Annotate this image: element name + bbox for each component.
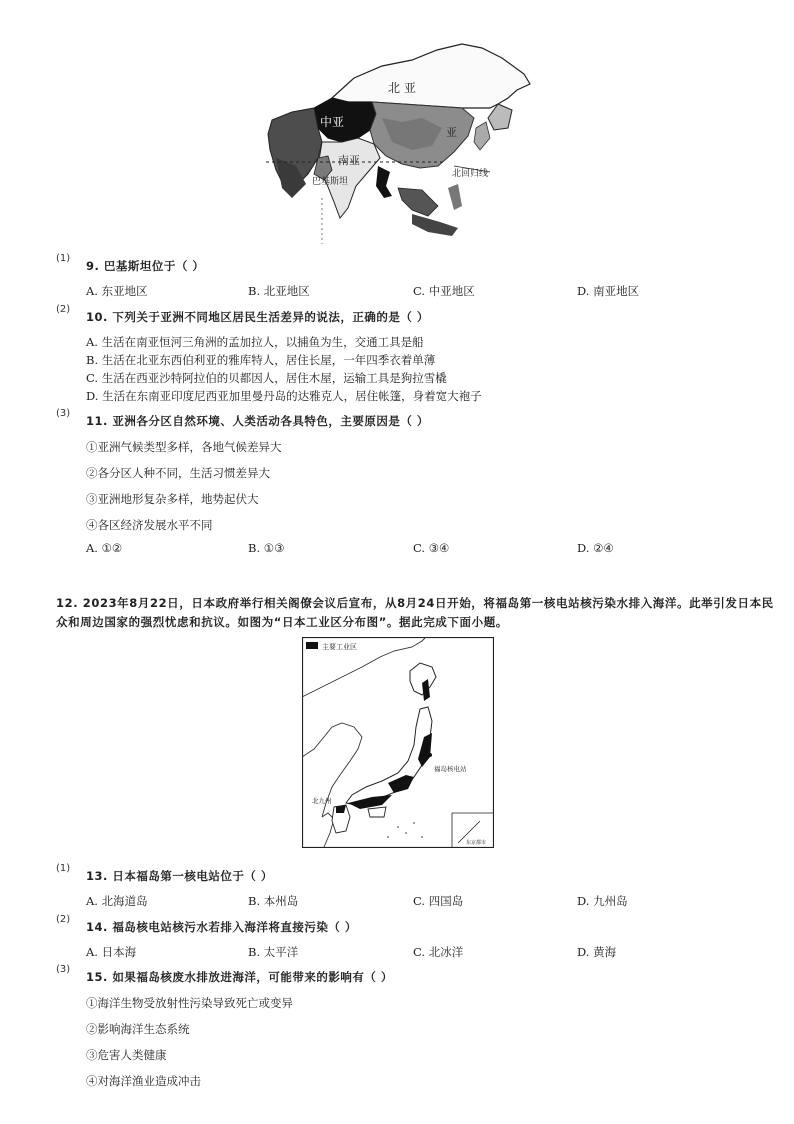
q11-item-3: ③亚洲地形复杂多样，地势起伏大 [86,492,259,506]
q10-option-a[interactable]: A. 生活在南亚恒河三角洲的孟加拉人，以捕鱼为生，交通工具是船 [86,335,424,349]
q11-item-1: ①亚洲气候类型多样，各地气候差异大 [86,440,282,454]
label-central-asia: 中亚 [320,115,345,129]
q9-option-b[interactable]: B. 北亚地区 [248,284,310,298]
q15-item-2: ②影响海洋生态系统 [86,1022,190,1036]
japan-fukushima-label: 福岛核电站 [434,765,467,773]
southeast-asia-region [376,166,392,198]
q9-sub-number: (1) [56,253,71,264]
q11-item-2: ②各分区人种不同，生活习惯差异大 [86,466,270,480]
label-south-asia: 南亚 [338,154,360,167]
q15-stem: 15. 如果福岛核废水排放进海洋，可能带来的影响有（ ） [86,970,393,984]
q13-option-d[interactable]: D. 九州岛 [577,894,628,908]
q10-option-b[interactable]: B. 生活在北亚东西伯利亚的雅库特人，居住长屋，一年四季衣着单薄 [86,353,436,367]
q15-item-3: ③危害人类健康 [86,1048,167,1062]
q9-stem: 9. 巴基斯坦位于（ ） [86,259,205,273]
japan-kitakyushu-label: 北九州 [312,797,332,805]
q11-item-4: ④各区经济发展水平不同 [86,518,213,532]
asia-map-svg [262,38,534,246]
q13-sub-number: (1) [56,863,71,874]
q14-option-a[interactable]: A. 日本海 [86,945,137,959]
japan-map-svg [302,637,494,848]
q11-option-b[interactable]: B. ①③ [248,541,285,555]
q14-option-d[interactable]: D. 黄海 [577,945,617,959]
q14-option-c[interactable]: C. 北冰洋 [413,945,464,959]
q14-sub-number: (2) [56,914,71,925]
q10-stem: 10. 下列关于亚洲不同地区居民生活差异的说法，正确的是（ ） [86,310,429,324]
q15-item-4: ④对海洋渔业造成冲击 [86,1074,201,1088]
japan-legend-label: 主要工业区 [322,643,357,651]
q11-option-a[interactable]: A. ①② [86,541,123,555]
japan-map [302,637,494,848]
q10-sub-number: (2) [56,304,71,315]
q15-sub-number: (3) [56,964,71,975]
q14-option-b[interactable]: B. 太平洋 [248,945,299,959]
q11-option-c[interactable]: C. ③④ [413,541,450,555]
q13-option-b[interactable]: B. 本州岛 [248,894,299,908]
q11-option-d[interactable]: D. ②④ [577,541,614,555]
label-tropic: 北回归线 [452,169,489,179]
fukushima-marker [428,753,432,757]
q9-option-d[interactable]: D. 南亚地区 [577,284,640,298]
q9-option-a[interactable]: A. 东亚地区 [86,284,148,298]
q10-option-c[interactable]: C. 生活在西亚沙特阿拉伯的贝都因人，居住木屋，运输工具是狗拉雪橇 [86,371,447,385]
shikoku-island [368,807,386,817]
label-east-asia-partial: 亚 [446,126,457,139]
label-pakistan: 巴基斯坦 [312,177,349,187]
q10-option-d[interactable]: D. 生活在东南亚印度尼西亚加里曼丹岛的达雅克人，居住帐篷，身着宽大袍子 [86,389,482,403]
label-north-asia: 北 亚 [388,81,416,95]
north-asia-region [332,44,530,108]
q13-stem: 13. 日本福岛第一核电站位于（ ） [86,869,273,883]
q12-intro-line1: 12. 2023年8月22日，日本政府举行相关阁僚会议后宣布，从8月24日开始，将福岛第一核电站核污染水排入海洋。此举引发日本民 [56,596,774,610]
q15-item-1: ①海洋生物受放射性污染导致死亡或变异 [86,996,293,1010]
japan-corner-label: 东京都市 [466,840,487,846]
q12-intro-line2: 众和周边国家的强烈忧虑和抗议。如图为“日本工业区分布图”。据此完成下面小题。 [56,615,508,629]
asia-map [262,38,534,246]
q11-sub-number: (3) [56,408,71,419]
q13-option-a[interactable]: A. 北海道岛 [86,894,148,908]
q13-option-c[interactable]: C. 四国岛 [413,894,464,908]
q9-option-c[interactable]: C. 中亚地区 [413,284,475,298]
q14-stem: 14. 福岛核电站核污水若排入海洋将直接污染（ ） [86,920,357,934]
q11-stem: 11. 亚洲各分区自然环境、人类活动各具特色，主要原因是（ ） [86,414,429,428]
